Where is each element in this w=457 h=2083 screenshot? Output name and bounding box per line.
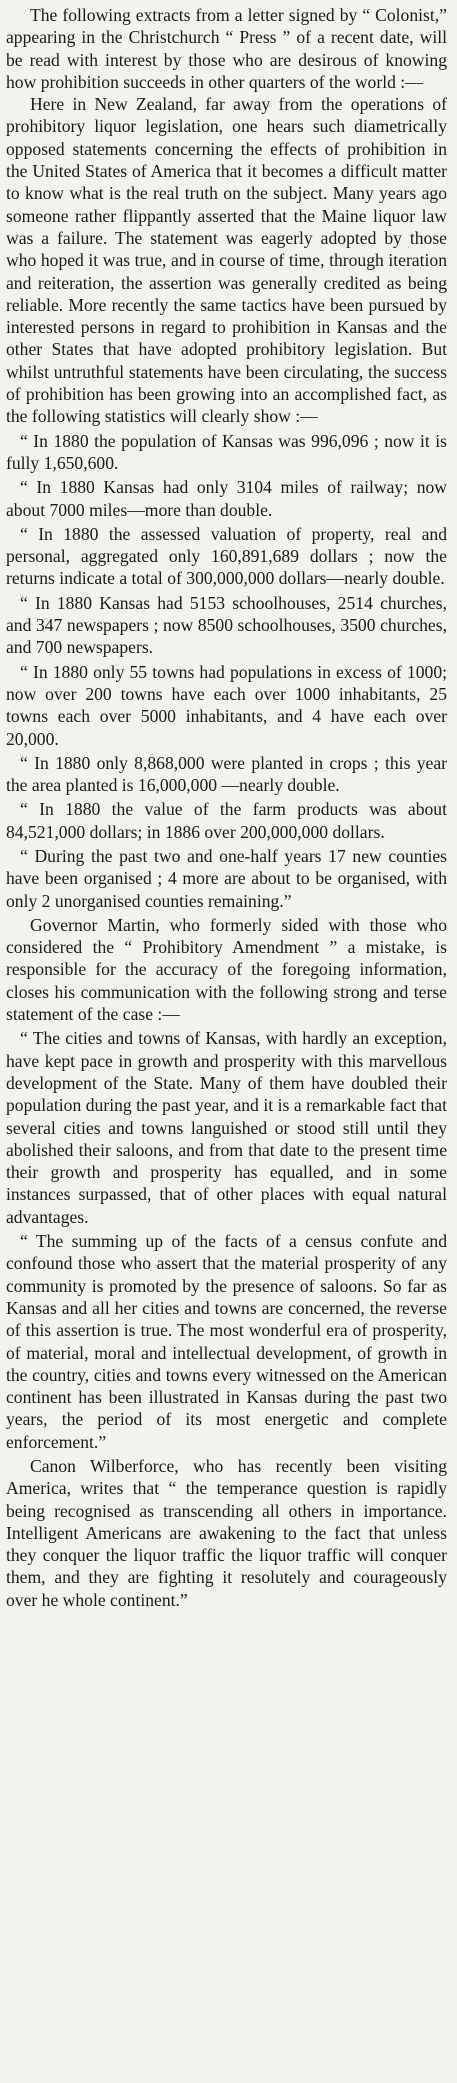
statistic-crops: “ In 1880 only 8,868,000 were planted in crops ; this year the area planted is 16,000,000 —nearly double. xyxy=(6,752,447,796)
governor-paragraph: Governor Martin, who formerly sided with those who considered the “ Prohibitory Amendment ” a mistake, is responsible for the accuracy of the foregoing information, closes his communication with the following strong and terse statement of the case :— xyxy=(6,914,447,1025)
statistic-railway: “ In 1880 Kansas had only 3104 miles of railway; now about 7000 miles—more than double. xyxy=(6,477,447,520)
statistic-valuation: “ In 1880 the assessed valuation of property, real and personal, aggregated only 160,891,689 dollars ; now the returns indicate a total of 300,000,000 dollars—nearly double. xyxy=(6,523,447,589)
letter-paragraph: Here in New Zealand, far away from the operations of prohibitory liquor legislation, one hears such diametrically opposed statements concerning the effects of prohibition in the United States of America that it becomes a difficult matter to know what is the real truth on the subject. Many years ago someone rather flippantly asserted that the Maine liquor law was a failure. The statement was eagerly adopted by those who hoped it was true, and in course of time, through iteration and reiteration, the assertion was generally credited as being reliable. More recently the same tactics have been pursued by interested persons in regard to prohibition in Kansas and the other States that have adopted prohibitory legislation. But whilst untruthful statements have been circulating, the success of prohibition has been growing into an accomplished fact, as the following statistics will clearly show :— xyxy=(6,94,447,427)
intro-paragraph: The following extracts from a letter signed by “ Colonist,” appearing in the Christchurch “ Press ” of a recent date, will be read with interest by those who are desirous of knowing how prohibition succeeds in other quarters of the world :— xyxy=(6,5,447,92)
statistic-farm-products: “ In 1880 the value of the farm products was about 84,521,000 dollars; in 1886 over 200,000,000 dollars. xyxy=(6,799,447,842)
statistic-schools: “ In 1880 Kansas had 5153 schoolhouses, 2514 churches, and 347 newspapers ; now 8500 schoolhouses, 3500 churches, and 700 newspapers. xyxy=(6,592,447,658)
governor-quote-summary: “ The summing up of the facts of a census confute and confound those who assert that the material prosperity of any community is promoted by the presence of saloons. So far as Kansas and all her cities and towns are concerned, the reverse of this assertion is true. The most wonderful era of prosperity, of material, moral and intellectual development, of growth in the country, cities and towns every witnessed on the American continent has been illustrated in Kansas during the past two years, the period of its most energetic and complete enforcement.” xyxy=(6,1231,447,1452)
governor-quote-growth: “ The cities and towns of Kansas, with hardly an exception, have kept pace in growth and prosperity with this marvellous development of the State. Many of them have doubled their population during the past year, and it is a remarkable fact that several cities and towns languished or stood still until they abolished their saloons, and from that date to the present time their growth and prosperity has equalled, and in some instances surpassed, that of other places with equal natural advantages. xyxy=(6,1028,447,1227)
statistic-counties: “ During the past two and one-half years 17 new counties have been organised ; 4 more are about to be organised, with only 2 unorganised counties remaining.” xyxy=(6,845,447,911)
statistic-population: “ In 1880 the population of Kansas was 996,096 ; now it is fully 1,650,600. xyxy=(6,430,447,473)
wilberforce-paragraph: Canon Wilberforce, who has recently been visiting America, writes that “ the temperance question is rapidly being recognised as transcending all others in importance. Intelligent Americans are awakening to the fact that unless they conquer the liquor traffic the liquor traffic will conquer them, and they are fighting it resolutely and courageously over he whole continent.” xyxy=(6,1456,447,1610)
statistic-towns: “ In 1880 only 55 towns had populations in excess of 1000; now over 200 towns have each over 1000 inhabitants, 25 towns each over 5000 inhabitants, and 4 have each over 20,000. xyxy=(6,661,447,749)
